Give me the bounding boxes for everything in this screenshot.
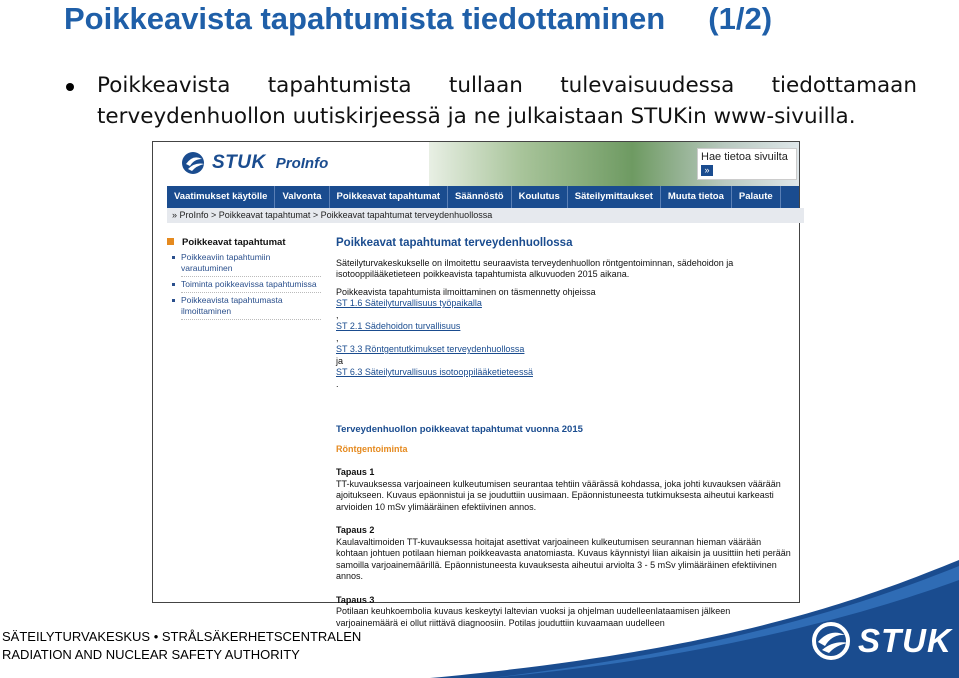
guide-suffix: , [336,332,339,343]
case-1-title: Tapaus 1 [336,467,375,477]
guide-item [336,298,791,321]
nav-item-muuta-tietoa[interactable]: Muuta tietoa [661,186,732,208]
site-logo-subtitle: ProInfo [275,154,329,172]
site-logo[interactable] [180,150,328,176]
site-header [153,142,799,186]
nav-item-vaatimukset[interactable]: Vaatimukset käytölle [167,186,275,208]
left-sidebar [167,237,322,322]
footer-stuk-logo [812,622,952,660]
case-1-text: TT-kuvauksessa varjoaineen kulkeutumisen seurantaa tehtiin väärässä kohdassa, joka johti kuvauksen väärään ajoitukseen. Kuvaus epäonnistui ja se jouduttiin uusimaan. Epäonnistuneesta tutkimuksesta aiheutui karkeasti arvioiden 10 mSv ylimääräinen efektiivinen annos. [336,478,781,512]
bullet-line-2: terveydenhuollon uutiskirjeessä ja ne julkaistaan STUKin www-sivuilla. [97,104,856,129]
guide-link-st-1-6[interactable]: ST 1.6 Säteilyturvallisuus työpaikalla [336,298,482,308]
bullet-text [97,70,917,132]
nav-item-poikkeavat-tapahtumat[interactable]: Poikkeavat tapahtumat [330,186,448,208]
header-photo [429,142,799,186]
footer-org-names: SÄTEILYTURVAKESKUS • STRÅLSÄKERHETSCENTRALEN [2,629,362,644]
embedded-website-screenshot [152,141,800,628]
sidebar-item-varautuminen[interactable]: Poikkeaviin tapahtumiin varautuminen [181,252,321,277]
guides-list [336,298,791,390]
footer-stuk-logo-text: STUK [858,622,952,659]
orange-square-icon [167,238,174,245]
sidebar-item-toiminta[interactable]: Toiminta poikkeavissa tapahtumissa [181,279,321,293]
case-3-text: Potilaan keuhkoembolia kuvaus keskeytyi laltevian vuoksi ja ohjelman uudelleenlataamisen jälkeen varjoainemäärä ei ollut riittävä diagnoosiin. Potilas jouduttiin kuvaamaan uudelleen [336,606,731,628]
guide-suffix: , [336,309,339,320]
site-main-nav [167,186,799,208]
footer-authority: RADIATION AND NUCLEAR SAFETY AUTHORITY [2,647,300,662]
sidebar-heading[interactable] [182,237,322,248]
guide-link-st-2-1[interactable]: ST 2.1 Sädehoidon turvallisuus [336,321,461,331]
case-2-text: Kaulavaltimoiden TT-kuvauksessa hoitajat asettivat varjoaineen kulkeutumisen seurannan hieman väärään kohtaan johtuen potilaan hieman poikkeavasta anatomiasta. Kuvaus käynnistyi liian aikaisin ja uusittiin heti perään samoilla varjoainemäärillä. Epäonnistuneesta kuvauksesta aiheutui arviolta 3 - 5 mSv ylimääräinen efektiivinen annos. [336,536,791,581]
nav-item-palaute[interactable]: Palaute [732,186,781,208]
slide-title: Poikkeavista tapahtumista tiedottaminen (1/2) [64,1,773,36]
sidebar-list [167,252,322,320]
sidebar-heading-label: Poikkeavat tapahtumat [182,237,286,248]
sidebar-item-ilmoittaminen[interactable]: Poikkeavista tapahtumasta ilmoittaminen [181,295,321,320]
case-2-title: Tapaus 2 [336,525,375,535]
nav-item-valvonta[interactable]: Valvonta [275,186,329,208]
guide-link-st-6-3[interactable]: ST 6.3 Säteilyturvallisuus isotooppilääketieteessä [336,367,533,377]
site-search[interactable] [697,148,797,180]
breadcrumb[interactable]: » ProInfo > Poikkeavat tapahtumat > Poikkeavat tapahtumat terveydenhuollossa [167,208,804,223]
stuk-logo-icon [180,150,210,176]
content-heading: Poikkeavat tapahtumat terveydenhuollossa [336,237,573,249]
nav-item-sateilymittaukset[interactable]: Säteilymittaukset [568,186,661,208]
guides-intro: Poikkeavista tapahtumista ilmoittaminen on täsmennetty ohjeissa [336,286,596,297]
section-title: Terveydenhuollon poikkeavat tapahtumat vuonna 2015 [336,424,583,435]
site-search-label: Hae tietoa sivuilta [701,151,788,163]
guide-suffix: ja [336,355,344,366]
case-3-title: Tapaus 3 [336,594,375,605]
subsection-title: Röntgentoiminta [336,443,408,454]
site-search-button[interactable]: » [701,165,713,176]
guide-suffix: . [336,378,339,389]
guide-item [336,344,791,367]
guide-item [336,367,791,390]
bullet-dot [66,83,74,91]
footer-swoosh [430,560,959,678]
guide-item [336,321,791,344]
content-intro: Säteilyturvakeskukselle on ilmoitettu seuraavista terveydenhuollon röntgentoiminnan, sädehoidon ja isotooppilääketieteen poikkeavista tapahtumista alkuvuoden 2015 aikana. [336,257,734,279]
site-logo-text: STUK [212,152,266,173]
guide-link-st-3-3[interactable]: ST 3.3 Röntgentutkimukset terveydenhuollossa [336,344,525,354]
nav-item-saannosto[interactable]: Säännöstö [448,186,512,208]
nav-item-koulutus[interactable]: Koulutus [512,186,568,208]
stuk-logo-mark-icon [812,622,854,660]
bullet-line-1: Poikkeavista tapahtumista tullaan tulevaisuudessa tiedottamaan [97,73,917,98]
